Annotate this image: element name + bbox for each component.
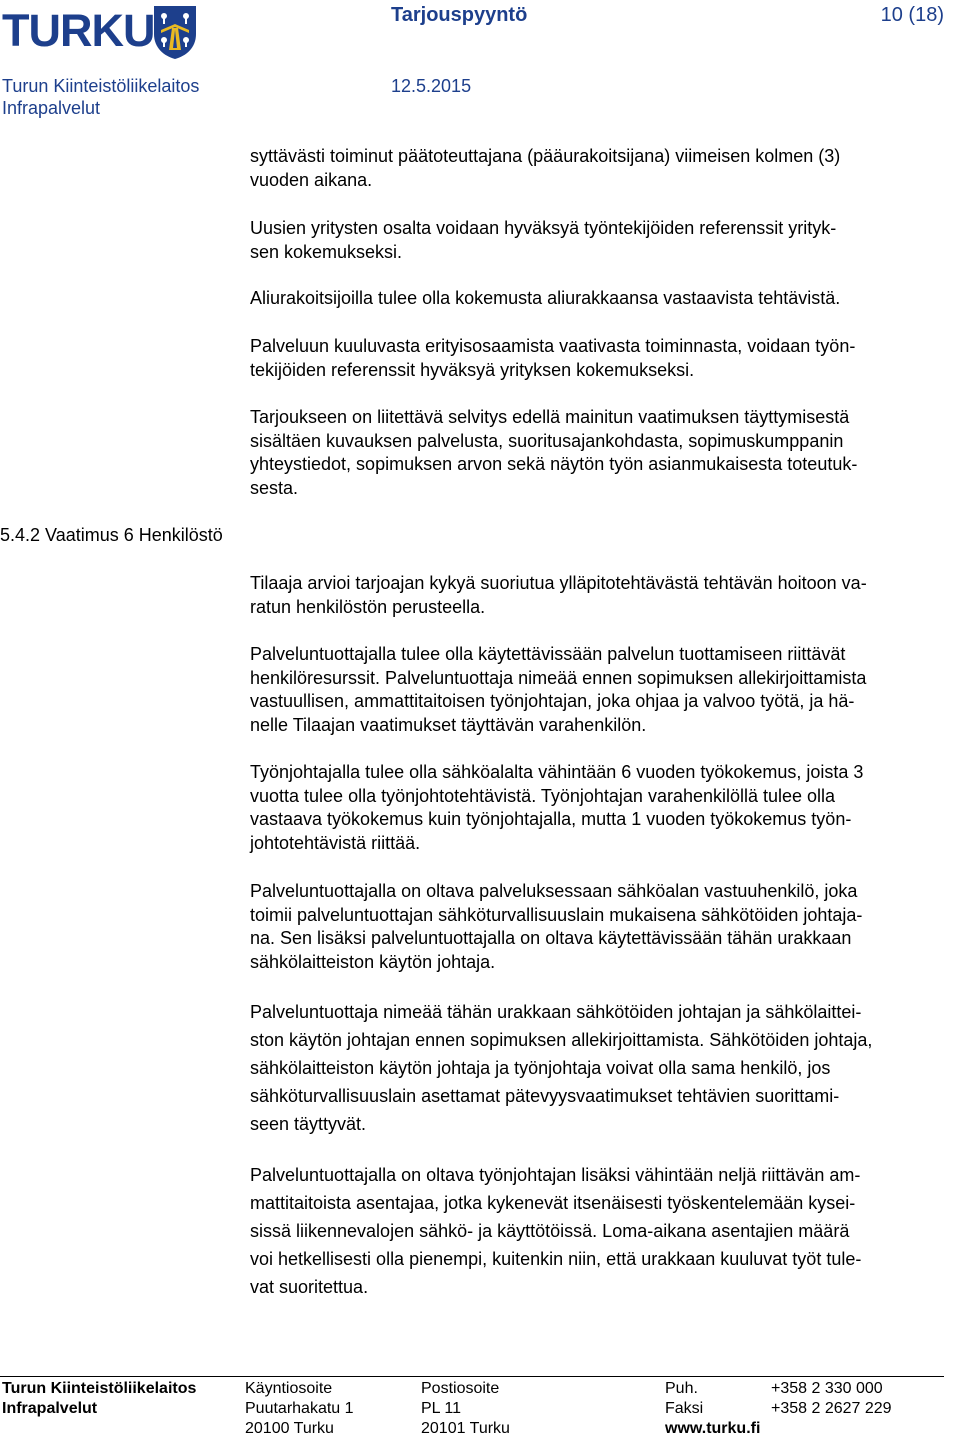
text-line: sisältäen kuvauksen palvelusta, suoritusajankohdasta, sopimuskumppanin	[250, 430, 844, 451]
paragraph	[250, 880, 960, 974]
fax-label: Faksi	[665, 1400, 704, 1417]
text-line: ratun henkilöstön perusteella.	[250, 596, 486, 617]
footer-organization: Turun Kiinteistöliikelaitos	[2, 1380, 197, 1397]
footer-contact-labels	[665, 1379, 760, 1434]
logo-wordmark: TURKU	[2, 5, 155, 56]
text-line: vuoden aikana.	[250, 169, 373, 190]
turku-logo	[2, 4, 202, 60]
visit-address-label: Käyntiosoite	[245, 1380, 333, 1397]
text-line: voi hetkellisesti olla pienempi, kuitenkin niin, että urakkaan kuuluvat työt tule-	[250, 1249, 862, 1269]
document-date: 12.5.2015	[391, 76, 472, 96]
text-line: nelle Tilaajan vaatimukset täyttävän varahenkilön.	[250, 714, 647, 735]
paragraph	[250, 335, 960, 382]
text-line: yhteystiedot, sopimuksen arvon sekä näytön työn asianmukaisesta toteutuk-	[250, 454, 858, 474]
footer-visit-address	[245, 1379, 354, 1434]
text-line: na. Sen lisäksi palveluntuottajalla on oltava käytettävissään tähän urakkaan	[250, 928, 852, 948]
text-line: Palveluntuottajalla on oltava palveluksessaan sähköalan vastuuhenkilö, joka	[250, 881, 858, 901]
text-line: sesta.	[250, 477, 299, 498]
postal-address-label: Postiosoite	[421, 1380, 500, 1397]
text-line: sissä liikennevalojen sähkö- ja käyttötöissä. Loma-aikana asentajien määrä	[250, 1221, 850, 1241]
text-line: mattitaitoista asentajaa, jotka kykenevät itsenäisesti työskentelemään kysei-	[250, 1193, 856, 1213]
text-line: vuotta tulee olla työnjohtotehtävistä. Työnjohtajan varahenkilöllä tulee olla	[250, 785, 836, 806]
text-line: Palveluntuottajalla tulee olla käytettävissään palvelun tuottamiseen riittävät	[250, 644, 846, 664]
text-line: Työnjohtajalla tulee olla sähköalalta vähintään 6 vuoden työkokemus, joista 3	[250, 762, 864, 782]
document-title: Tarjouspyyntö	[391, 4, 528, 26]
text-line: syttävästi toiminut päätoteuttajana (pääurakoitsijana) viimeisen kolmen (3)	[250, 146, 841, 166]
text-line: Palveluntuottajalla on oltava työnjohtajan lisäksi vähintään neljä riittävän am-	[250, 1165, 861, 1185]
paragraph	[250, 998, 960, 1138]
text-line: sähköturvallisuuslain asettamat pätevyysvaatimukset tehtävien suorittami-	[250, 1086, 840, 1106]
text-line: henkilöresurssit. Palveluntuottaja nimeää ennen sopimuksen allekirjoittamista	[250, 667, 867, 688]
postal-box: PL 11	[421, 1400, 462, 1417]
text-line: vastaava työkokemus kuin työnjohtajalla, mutta 1 vuoden työkokemus työn-	[250, 809, 852, 829]
paragraph	[250, 287, 960, 311]
text-line: Palveluntuottaja nimeää tähän urakkaan sähkötöiden johtajan ja sähkölaittei-	[250, 1002, 862, 1022]
text-line: tekijöiden referenssit hyväksyä yrityksen kokemukseksi.	[250, 359, 695, 380]
text-line: Uusien yritysten osalta voidaan hyväksyä työntekijöiden referenssit yrityk-	[250, 218, 837, 238]
section-heading: 5.4.2 Vaatimus 6 Henkilöstö	[0, 525, 223, 545]
text-line: sähkölaitteiston käytön johtaja ja työnjohtaja voivat olla sama henkilö, jos	[250, 1058, 831, 1078]
header-organization: Turun Kiinteistöliikelaitos	[2, 76, 200, 96]
text-line: sähkölaitteiston käytön johtaja.	[250, 951, 496, 972]
text-line: Tilaaja arvioi tarjoajan kykyä suoriutua ylläpitotehtävästä tehtävän hoitoon va-	[250, 573, 867, 593]
page-number: 10 (18)	[880, 4, 944, 26]
text-line: vat suoritettua.	[250, 1277, 369, 1297]
paragraph	[250, 761, 960, 855]
text-line: ston käytön johtajan ennen sopimuksen allekirjoittamista. Sähkötöiden johtaja,	[250, 1030, 873, 1050]
footer-postal-address	[421, 1379, 510, 1434]
fax-number: +358 2 2627 229	[771, 1400, 892, 1417]
text-line: Aliurakoitsijoilla tulee olla kokemusta aliurakkaansa vastaavista tehtävistä.	[250, 288, 841, 308]
paragraph	[250, 643, 960, 737]
website-link[interactable]: www.turku.fi	[665, 1420, 761, 1434]
footer-organization-block	[2, 1379, 196, 1419]
paragraph	[250, 1161, 960, 1301]
text-line: Tarjoukseen on liitettävä selvitys edellä mainitun vaatimuksen täyttymisestä	[250, 407, 850, 427]
text-line: Palveluun kuuluvasta erityisosaamista vaativasta toiminnasta, voidaan työn-	[250, 336, 856, 356]
header-unit: Infrapalvelut	[2, 98, 101, 118]
text-line: johtotehtävistä riittää.	[250, 832, 421, 853]
visit-street: Puutarhakatu 1	[245, 1400, 354, 1417]
turku-crest-icon	[152, 4, 198, 60]
paragraph	[250, 145, 960, 192]
phone-label: Puh.	[665, 1380, 698, 1397]
phone-number: +358 2 330 000	[771, 1380, 883, 1397]
footer-unit: Infrapalvelut	[2, 1400, 98, 1417]
paragraph	[250, 572, 960, 619]
paragraph	[250, 406, 960, 500]
text-line: seen täyttyvät.	[250, 1114, 367, 1134]
text-line: sen kokemukseksi.	[250, 241, 403, 262]
text-line: vastuullisen, ammattitaitoisen työnjohtajan, joka ohjaa ja valvoo työtä, ja hä-	[250, 691, 855, 711]
visit-city: 20100 Turku	[245, 1420, 334, 1434]
text-line: toimii palveluntuottajan sähköturvallisuuslain mukaisena sähkötöiden johtaja-	[250, 904, 863, 925]
postal-city: 20101 Turku	[421, 1420, 510, 1434]
footer-divider	[0, 1376, 944, 1377]
paragraph	[250, 217, 960, 264]
footer-contact-numbers	[771, 1379, 892, 1419]
